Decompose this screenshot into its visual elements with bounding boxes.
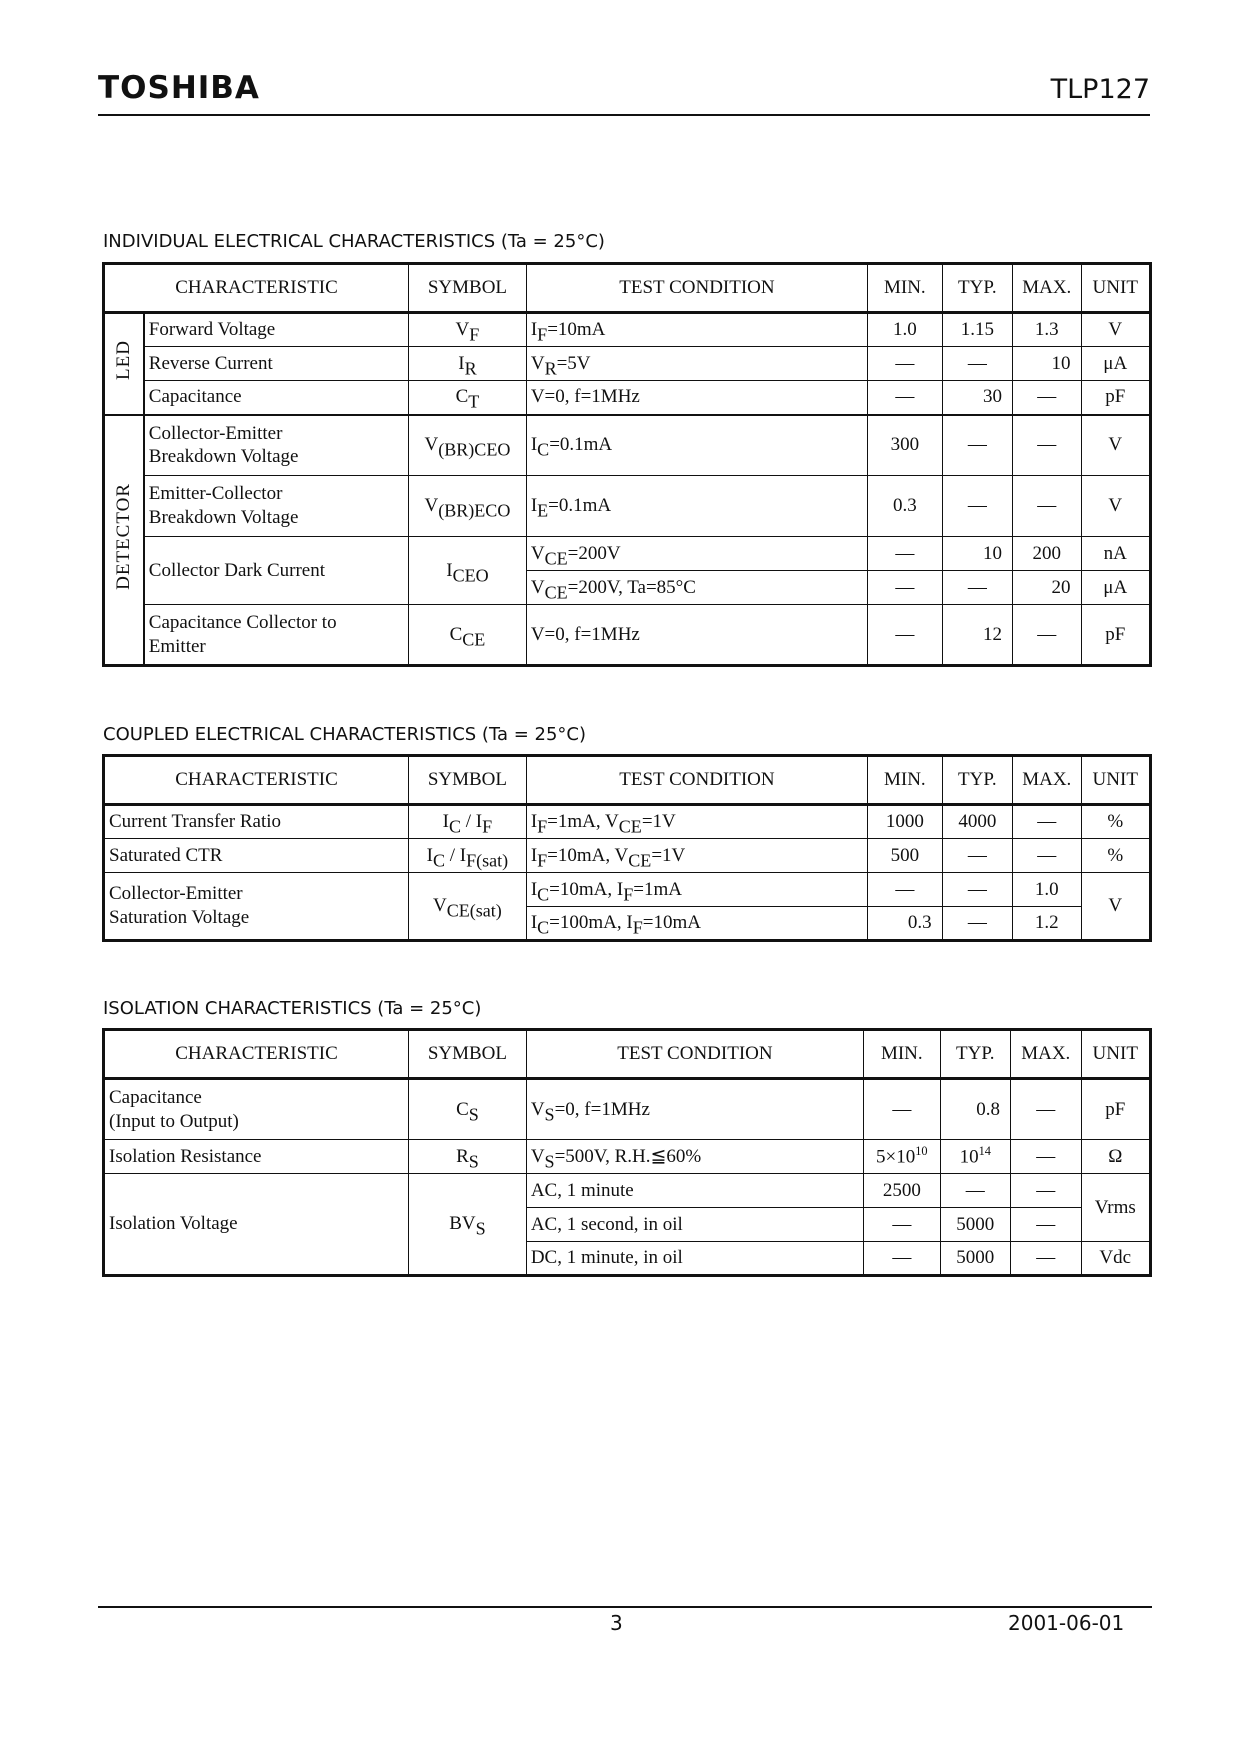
table-header-row [104, 264, 1151, 313]
table-row: Emitter-Collector Breakdown Voltage $V_{(BR)ECO}$ $I_E=0.1mA$ 0.3 — — V [104, 476, 1151, 537]
header-unit: UNIT [1081, 264, 1151, 313]
table-row: DETECTOR Collector-Emitter Breakdown Voltage $V_{(BR)CEO}$ $I_C=0.1mA$ 300 — — V [104, 415, 1151, 476]
header-typ: TYP. [942, 756, 1012, 805]
header-characteristic: CHARACTERISTIC [104, 264, 409, 313]
header-symbol: SYMBOL [409, 264, 527, 313]
footer-rule [98, 1606, 1152, 1608]
header-min: MIN. [868, 264, 942, 313]
table-row: Capacitance $C_T$ V=0, f=1MHz — 30 — pF [104, 381, 1151, 415]
header-max: MAX. [1013, 264, 1081, 313]
coupled-section-title: COUPLED ELECTRICAL CHARACTERISTICS (Ta = 25°C) [103, 724, 587, 745]
part-number: TLP127 [1050, 74, 1150, 105]
table-row: $V_{CE}=200V$, Ta=85°C — — 20 μA [104, 571, 1151, 605]
header-characteristic: CHARACTERISTIC [104, 756, 409, 805]
table-header-row [104, 756, 1151, 805]
group-label-detector: DETECTOR [104, 415, 144, 666]
brand-logo: TOSHIBA [98, 70, 260, 106]
individual-section-title: INDIVIDUAL ELECTRICAL CHARACTERISTICS (Ta = 25°C) [103, 231, 605, 252]
header-symbol: SYMBOL [409, 1030, 527, 1079]
header-typ: TYP. [942, 264, 1012, 313]
header-typ: TYP. [940, 1030, 1010, 1079]
document-date: 2001-06-01 [1008, 1611, 1125, 1635]
table-row: LED Forward Voltage $V_F$ $I_F=10mA$ 1.0 1.15 1.3 V [104, 313, 1151, 347]
page-number: 3 [610, 1611, 623, 1635]
header-characteristic: CHARACTERISTIC [104, 1030, 409, 1079]
isolation-section-title: ISOLATION CHARACTERISTICS (Ta = 25°C) [103, 998, 482, 1019]
header-symbol: SYMBOL [409, 756, 527, 805]
table-row: Capacitance Collector to Emitter $C_{CE}$ V=0, f=1MHz — 12 — pF [104, 605, 1151, 666]
header-test-condition: TEST CONDITION [526, 264, 867, 313]
coupled-characteristics-table [102, 754, 1152, 942]
table-header-row [104, 1030, 1151, 1079]
individual-characteristics-table [102, 262, 1152, 667]
header-test-condition: TEST CONDITION [526, 756, 867, 805]
header-min: MIN. [868, 756, 942, 805]
table-row: Capacitance (Input to Output) $C_S$ $V_S=0$, f=1MHz — 0.8 — pF [104, 1079, 1151, 1140]
table-row: Reverse Current $I_R$ $V_R=5V$ — — 10 μA [104, 347, 1151, 381]
table-row: Saturated CTR $I_C / I_{F(sat)}$ $I_F=10mA$, $V_{CE}=1V$ 500 — — % [104, 839, 1151, 873]
header-max: MAX. [1011, 1030, 1081, 1079]
table-row: Collector Dark Current $I_{CEO}$ $V_{CE}=200V$ — 10 200 nA [104, 537, 1151, 571]
table-row: Isolation Resistance $R_S$ $V_S=500V$, R.H.≦60% $5\times 10^{10}$ $10^{14}$ — Ω [104, 1140, 1151, 1174]
table-row: $I_C=100mA$, $I_F=10mA$ 0.3 — 1.2 [104, 907, 1151, 941]
header-unit: UNIT [1081, 1030, 1151, 1079]
table-row: Collector-Emitter Saturation Voltage $V_{CE(sat)}$ $I_C=10mA$, $I_F=1mA$ — — 1.0 V [104, 873, 1151, 907]
page-header [98, 70, 1150, 116]
table-row: Isolation Voltage $BV_S$ AC, 1 minute 2500 — — Vrms [104, 1174, 1151, 1208]
table-row: Current Transfer Ratio $I_C / I_F$ $I_F=1mA$, $V_{CE}=1V$ 1000 4000 — % [104, 805, 1151, 839]
isolation-characteristics-table [102, 1028, 1152, 1277]
header-unit: UNIT [1081, 756, 1151, 805]
header-min: MIN. [864, 1030, 941, 1079]
group-label-led: LED [104, 313, 144, 415]
table-row: AC, 1 second, in oil — 5000 — [104, 1208, 1151, 1242]
table-row: DC, 1 minute, in oil — 5000 — Vdc [104, 1242, 1151, 1276]
header-test-condition: TEST CONDITION [526, 1030, 863, 1079]
header-max: MAX. [1013, 756, 1081, 805]
